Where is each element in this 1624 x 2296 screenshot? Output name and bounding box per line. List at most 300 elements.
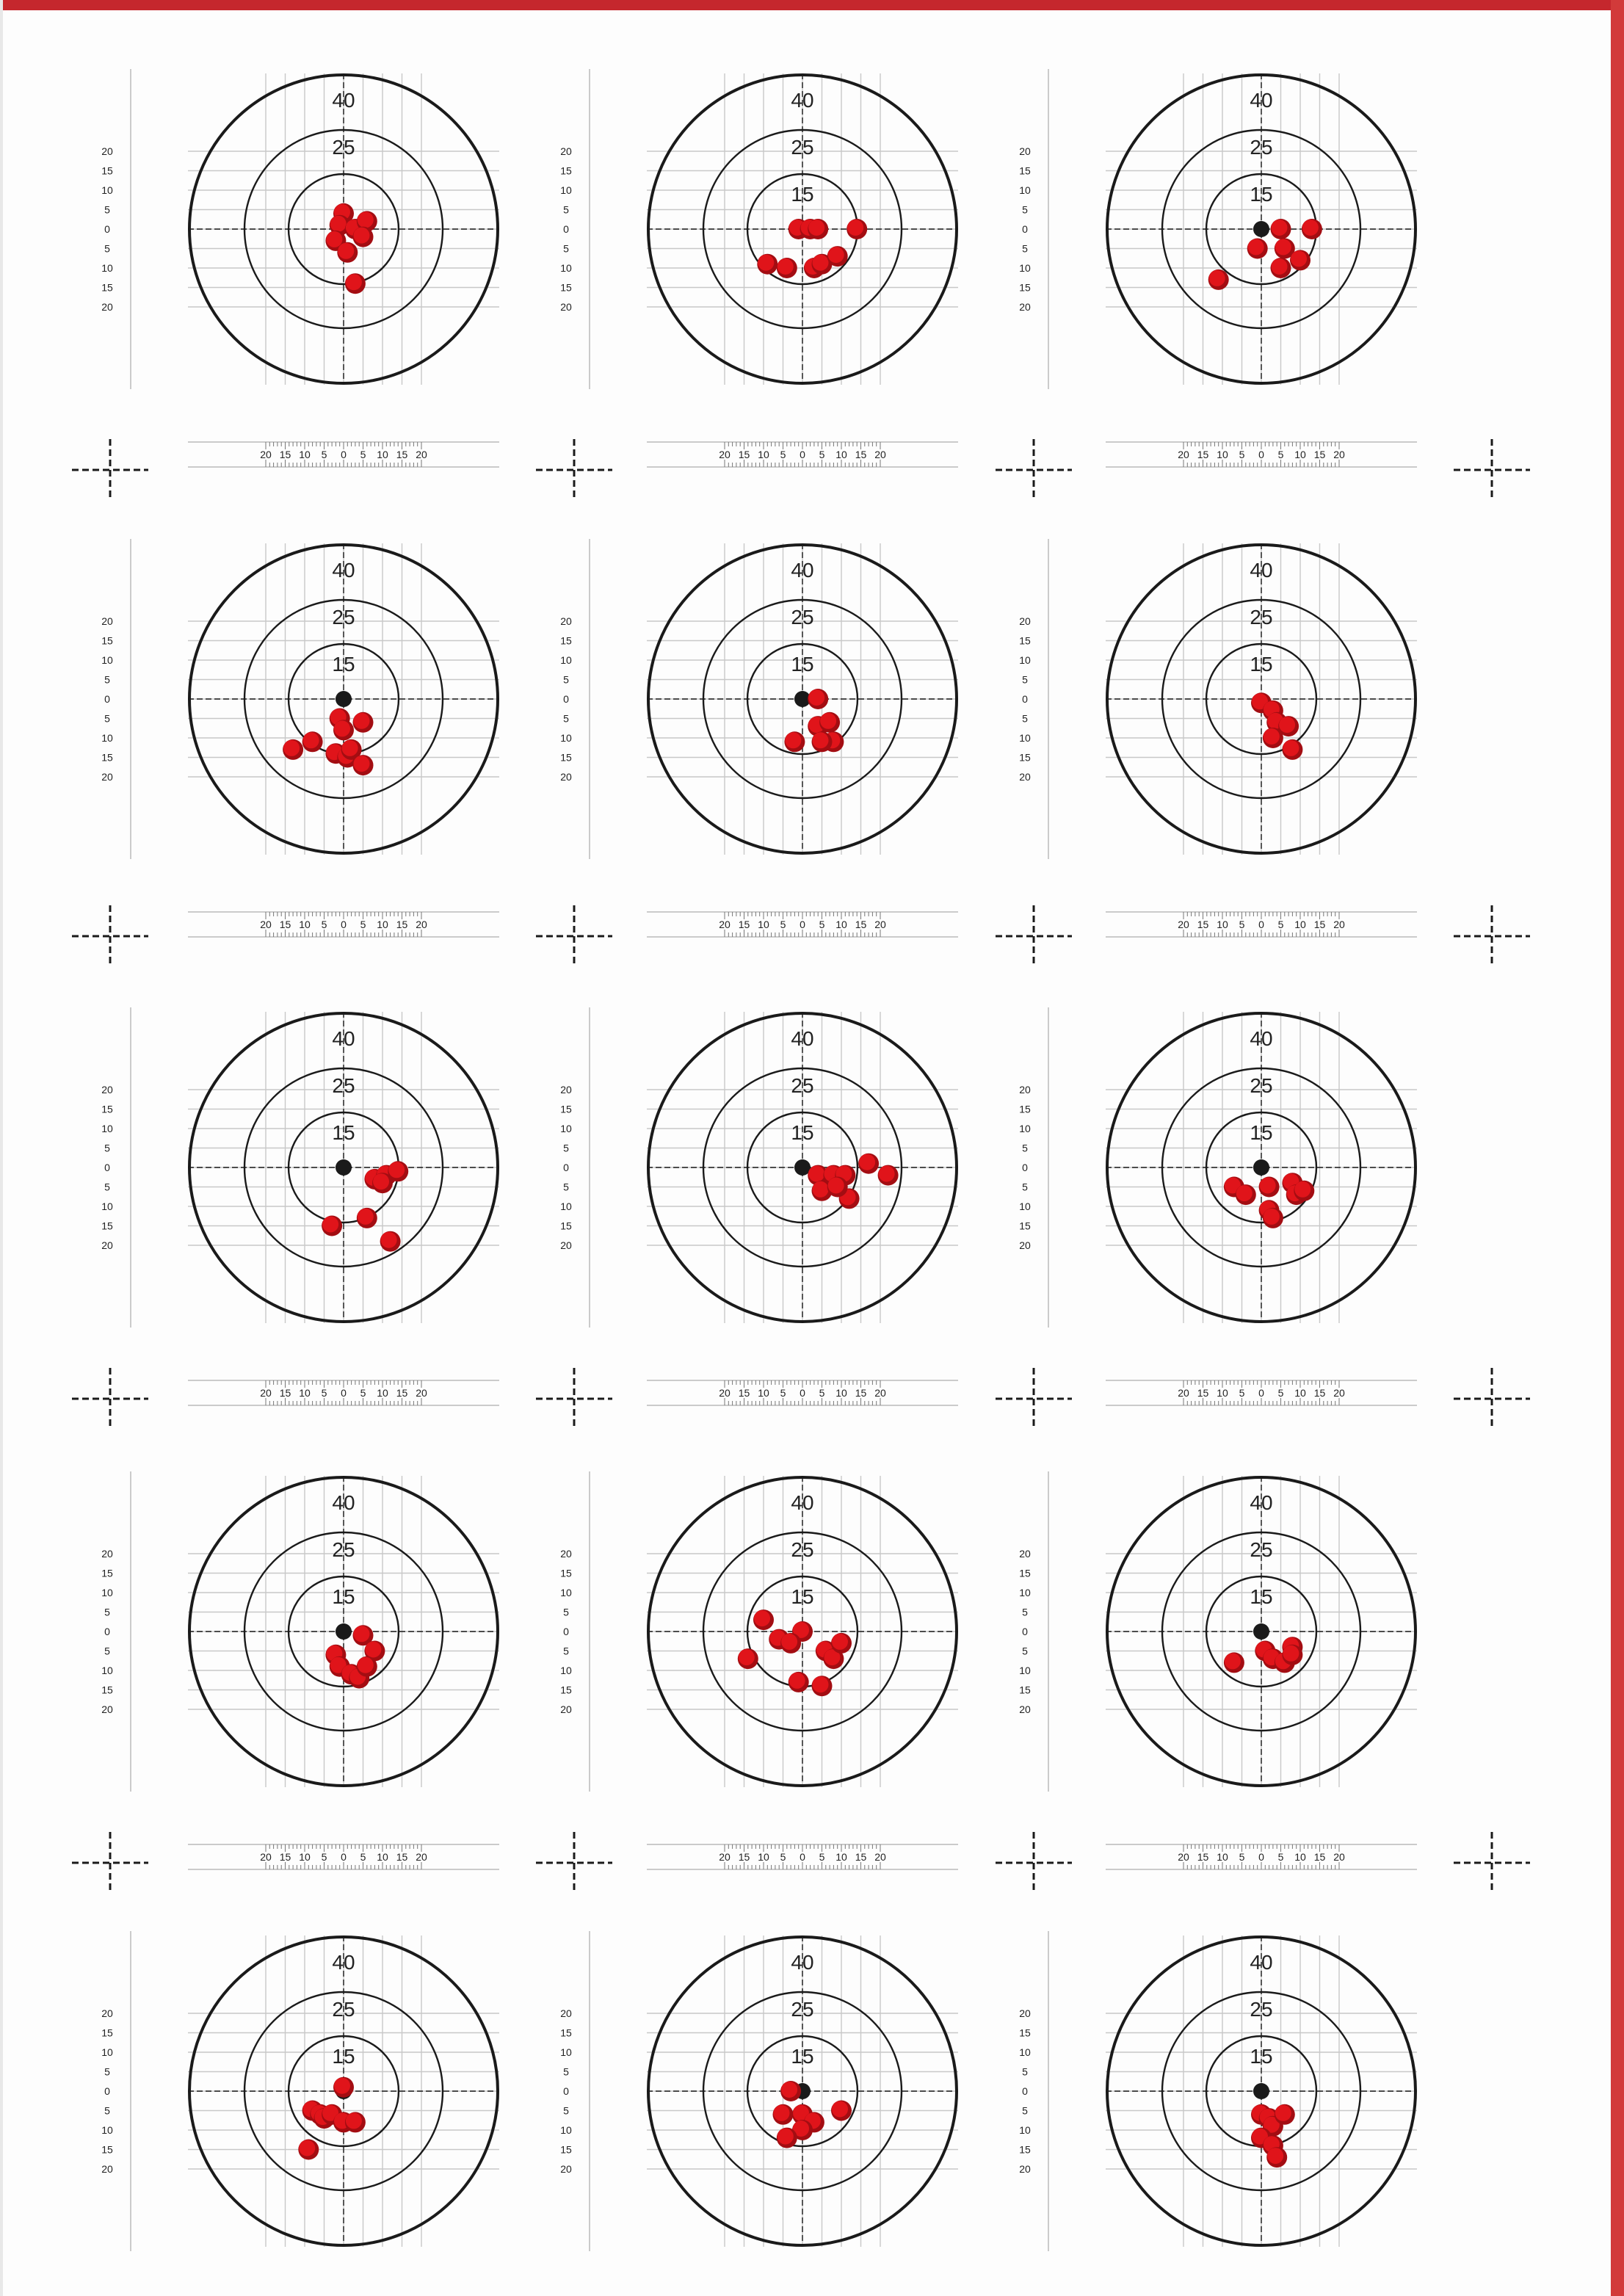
bullseye-dot: [336, 1159, 352, 1176]
bullet-hole-fill: [354, 228, 370, 244]
scale-tick-label: 20: [719, 1387, 731, 1399]
scale-tick-label: 5: [360, 1851, 366, 1863]
target-panel: [560, 1931, 958, 2296]
scale-tick-label: 10: [560, 1587, 572, 1598]
scale-tick-label: 15: [1019, 2143, 1031, 2156]
shot-holes: [808, 1154, 898, 1209]
horizontal-scale: [647, 1380, 958, 1405]
bullseye-dot: [1253, 2083, 1269, 2099]
scale-tick-label: 10: [560, 262, 572, 274]
scale-tick-label: 15: [1197, 1387, 1209, 1399]
bullet-hole-fill: [758, 255, 774, 271]
scale-tick-label: 10: [560, 732, 572, 744]
scale-tick-label: 10: [1217, 919, 1228, 930]
scale-tick-label: 10: [101, 2046, 113, 2058]
bullet-hole-fill: [388, 1162, 405, 1178]
vertical-scale: [560, 69, 590, 389]
scale-tick-label: 5: [1239, 449, 1245, 460]
scale-tick-label: 5: [1022, 2065, 1028, 2078]
scale-tick-label: 20: [101, 301, 113, 313]
bullet-hole-fill: [346, 2112, 362, 2129]
scale-tick-label: 15: [560, 1103, 572, 1115]
bullet-hole-fill: [774, 2105, 790, 2121]
scale-tick-label: 10: [835, 449, 847, 460]
scale-tick-label: 15: [101, 2027, 113, 2039]
bullet-hole-fill: [338, 243, 354, 259]
scale-tick-label: 20: [560, 771, 572, 783]
scale-tick-label: 0: [341, 1387, 347, 1399]
scale-tick-label: 5: [1022, 1645, 1028, 1657]
target-panel: [1019, 1471, 1417, 1869]
scale-tick-label: 20: [260, 449, 272, 460]
scale-tick-label: 15: [560, 751, 572, 764]
bullet-hole-fill: [1272, 258, 1288, 275]
ring-label: 40: [1250, 1491, 1273, 1514]
shot-holes: [1224, 1637, 1303, 1673]
scale-tick-label: 15: [1019, 1684, 1031, 1696]
bullseye-dot: [336, 1623, 352, 1640]
scale-tick-label: 15: [1313, 449, 1326, 460]
bullet-hole-fill: [1291, 250, 1307, 267]
scale-tick-label: 20: [260, 1387, 272, 1399]
scale-tick-label: 5: [1239, 1851, 1245, 1863]
ring-label: 40: [332, 1951, 355, 1974]
registration-mark: [996, 1832, 1072, 1894]
scale-tick-label: 0: [563, 1162, 569, 1173]
ring-label: 15: [1250, 1585, 1273, 1608]
scale-tick-label: 0: [1022, 1626, 1028, 1637]
ring-label: 15: [332, 653, 355, 676]
scale-tick-label: 10: [299, 1851, 311, 1863]
scale-tick-label: 5: [104, 1645, 110, 1657]
scale-tick-label: 5: [321, 449, 327, 460]
scale-tick-label: 5: [1277, 919, 1284, 930]
registration-mark: [536, 905, 612, 967]
scale-tick-label: 15: [738, 1851, 750, 1863]
ring-label: 40: [791, 1491, 814, 1514]
scale-tick-label: 0: [104, 1626, 110, 1637]
ring-label: 15: [332, 1585, 355, 1608]
target-panel: [1019, 1007, 1417, 1405]
scale-tick-label: 0: [104, 223, 110, 235]
scale-tick-label: 5: [104, 712, 110, 725]
bullet-hole-fill: [781, 2082, 797, 2098]
scale-tick-label: 10: [758, 449, 769, 460]
scale-tick-label: 5: [1239, 919, 1245, 930]
bullet-hole-fill: [1302, 220, 1319, 236]
scale-tick-label: 10: [1294, 449, 1306, 460]
scale-tick-label: 0: [341, 1851, 347, 1863]
scale-tick-label: 20: [1333, 1851, 1345, 1863]
scale-tick-label: 20: [416, 1387, 427, 1399]
scale-tick-label: 5: [1022, 242, 1028, 255]
scale-tick-label: 5: [563, 1606, 569, 1618]
bullet-hole-fill: [781, 1634, 797, 1650]
bullet-hole-fill: [739, 1649, 755, 1665]
scale-tick-label: 10: [101, 2124, 113, 2136]
bullet-hole-fill: [354, 756, 370, 772]
scale-tick-label: 0: [563, 1626, 569, 1637]
scale-tick-label: 5: [1277, 1851, 1284, 1863]
shot-holes: [1251, 692, 1302, 760]
scale-tick-label: 5: [1022, 1606, 1028, 1618]
bullseye-dot: [1253, 1159, 1269, 1176]
scale-tick-label: 5: [104, 1181, 110, 1193]
bullet-hole-fill: [820, 713, 836, 729]
scale-tick-label: 15: [1313, 919, 1326, 930]
scale-tick-label: 20: [1178, 919, 1189, 930]
scale-tick-label: 5: [104, 1142, 110, 1154]
ring-label: 25: [332, 1998, 355, 2021]
scale-tick-label: 0: [563, 223, 569, 235]
bullet-hole-fill: [1236, 1185, 1253, 1201]
bullet-hole-fill: [373, 1173, 389, 1189]
scale-tick-label: 5: [563, 203, 569, 216]
scale-tick-label: 10: [835, 1851, 847, 1863]
vertical-scale: [101, 539, 131, 859]
scale-tick-label: 5: [563, 1645, 569, 1657]
bullet-hole-fill: [322, 1217, 338, 1233]
shot-holes: [298, 2077, 366, 2160]
scale-tick-label: 10: [560, 2124, 572, 2136]
scale-tick-label: 20: [1019, 1548, 1031, 1560]
ring-label: 25: [332, 606, 355, 629]
scale-tick-label: 10: [560, 1200, 572, 1212]
registration-mark: [1454, 439, 1530, 501]
bullet-hole-fill: [381, 1232, 397, 1248]
horizontal-scale: [1106, 912, 1417, 937]
scale-tick-label: 20: [560, 2163, 572, 2175]
scale-tick-label: 20: [101, 1239, 113, 1251]
bullet-hole-fill: [346, 274, 362, 290]
scale-tick-label: 10: [1217, 449, 1228, 460]
scale-tick-label: 20: [101, 615, 113, 627]
ring-label: 40: [1250, 89, 1273, 112]
scale-tick-label: 10: [560, 1123, 572, 1134]
scale-tick-label: 20: [1178, 1851, 1189, 1863]
vertical-scale: [1019, 539, 1048, 859]
registration-mark: [72, 905, 148, 967]
bullet-hole-fill: [334, 2078, 350, 2094]
scale-tick-label: 20: [1178, 1387, 1189, 1399]
bullet-hole-fill: [789, 1673, 805, 1689]
scale-tick-label: 15: [738, 449, 750, 460]
scale-tick-label: 20: [101, 2163, 113, 2175]
scale-tick-label: 5: [563, 1181, 569, 1193]
bullet-hole-fill: [334, 720, 350, 736]
bullet-hole-fill: [813, 1181, 829, 1198]
scale-tick-label: 20: [719, 449, 731, 460]
scale-tick-label: 5: [563, 2104, 569, 2117]
ring-label: 40: [791, 559, 814, 582]
ring-label: 25: [332, 136, 355, 159]
bullet-hole-fill: [326, 231, 342, 247]
scale-tick-label: 5: [780, 1387, 786, 1399]
scale-tick-label: 10: [101, 1587, 113, 1598]
scale-tick-label: 10: [101, 1123, 113, 1134]
shot-holes: [738, 1609, 852, 1696]
bullseye-dot: [336, 691, 352, 707]
scale-tick-label: 0: [800, 449, 805, 460]
scale-tick-label: 20: [101, 771, 113, 783]
scale-tick-label: 20: [101, 145, 113, 157]
bullet-hole-fill: [832, 2101, 848, 2118]
ring-label: 15: [791, 653, 814, 676]
target-panel: [101, 1471, 499, 1869]
scale-tick-label: 5: [563, 1142, 569, 1154]
scale-tick-label: 20: [560, 615, 572, 627]
scale-tick-label: 20: [560, 145, 572, 157]
scale-tick-label: 5: [104, 673, 110, 686]
scale-tick-label: 10: [1019, 1123, 1031, 1134]
scale-tick-label: 10: [1019, 1587, 1031, 1598]
scale-tick-label: 15: [101, 1103, 113, 1115]
scale-tick-label: 10: [377, 1851, 388, 1863]
scale-tick-label: 5: [563, 673, 569, 686]
horizontal-scale: [188, 1380, 499, 1405]
bullet-hole-fill: [1279, 717, 1295, 733]
shot-holes: [784, 689, 844, 752]
target-panel: [1019, 539, 1417, 937]
scale-tick-label: 10: [1294, 919, 1306, 930]
ring-label: 40: [791, 1951, 814, 1974]
scale-tick-label: 20: [719, 919, 731, 930]
bullet-hole-fill: [859, 1154, 875, 1170]
scale-tick-label: 20: [101, 1084, 113, 1096]
scale-tick-label: 10: [1019, 1200, 1031, 1212]
scale-tick-label: 15: [101, 751, 113, 764]
scale-tick-label: 0: [104, 693, 110, 705]
bullet-hole-fill: [1260, 1178, 1276, 1194]
ring-label: 40: [791, 89, 814, 112]
ring-label: 25: [332, 1074, 355, 1097]
scale-tick-label: 10: [1294, 1387, 1306, 1399]
bullet-hole-fill: [1275, 2105, 1291, 2121]
ring-label: 15: [791, 183, 814, 206]
bullet-hole-fill: [808, 689, 824, 706]
scale-tick-label: 15: [560, 164, 572, 177]
scale-tick-label: 20: [260, 919, 272, 930]
bullet-hole-fill: [847, 220, 863, 236]
shot-holes: [1251, 2104, 1295, 2168]
bullet-hole-fill: [879, 1166, 895, 1182]
scale-tick-label: 20: [260, 1851, 272, 1863]
scale-tick-label: 0: [1022, 1162, 1028, 1173]
scale-tick-label: 20: [1019, 145, 1031, 157]
scale-tick-label: 20: [1019, 1703, 1031, 1715]
scale-tick-label: 0: [800, 1851, 805, 1863]
vertical-scale: [1019, 1471, 1048, 1792]
scale-tick-label: 20: [560, 2007, 572, 2019]
bullseye-dot: [1253, 221, 1269, 237]
scale-tick-label: 20: [560, 1703, 572, 1715]
scale-tick-label: 0: [104, 2085, 110, 2097]
scale-tick-label: 10: [1019, 732, 1031, 744]
scale-tick-label: 5: [104, 2104, 110, 2117]
scale-tick-label: 0: [341, 919, 347, 930]
scale-tick-label: 0: [1258, 1851, 1264, 1863]
scale-tick-label: 5: [104, 242, 110, 255]
scale-tick-label: 20: [1178, 449, 1189, 460]
bullet-hole-fill: [358, 1209, 374, 1225]
bullet-hole-fill: [828, 1178, 844, 1194]
scale-tick-label: 10: [299, 449, 311, 460]
ring-label: 15: [332, 2045, 355, 2068]
scale-tick-label: 10: [758, 919, 769, 930]
shot-holes: [1224, 1173, 1314, 1228]
vertical-scale: [1019, 1931, 1048, 2251]
scale-tick-label: 20: [719, 1851, 731, 1863]
scale-tick-label: 15: [396, 1851, 408, 1863]
scale-tick-label: 10: [1019, 1665, 1031, 1676]
shot-holes: [325, 1625, 385, 1688]
scale-tick-label: 15: [738, 919, 750, 930]
scale-tick-label: 5: [360, 1387, 366, 1399]
scale-tick-label: 20: [874, 449, 886, 460]
scale-tick-label: 15: [101, 1684, 113, 1696]
bullet-hole-fill: [808, 1166, 824, 1182]
scale-tick-label: 5: [104, 203, 110, 216]
scale-tick-label: 15: [1019, 751, 1031, 764]
target-panel: [101, 69, 499, 467]
bullet-hole-fill: [1225, 1653, 1241, 1669]
ring-label: 40: [1250, 1951, 1273, 1974]
horizontal-scale: [1106, 1844, 1417, 1869]
horizontal-scale: [188, 442, 499, 467]
scale-tick-label: 0: [1022, 693, 1028, 705]
scale-tick-label: 0: [563, 2085, 569, 2097]
scale-tick-label: 15: [396, 449, 408, 460]
scale-tick-label: 0: [1258, 1387, 1264, 1399]
bullet-hole-fill: [1267, 2148, 1283, 2164]
registration-mark: [1454, 1832, 1530, 1894]
scale-tick-label: 15: [396, 1387, 408, 1399]
bullet-hole-fill: [303, 732, 319, 748]
target-panel: [101, 1007, 499, 1405]
scale-tick-label: 5: [780, 1851, 786, 1863]
scale-tick-label: 5: [563, 242, 569, 255]
target-panel: [560, 1007, 958, 1405]
target-panel: [560, 1471, 958, 1869]
scale-tick-label: 20: [1019, 301, 1031, 313]
scale-tick-label: 15: [1019, 1567, 1031, 1579]
vertical-scale: [560, 539, 590, 859]
ring-label: 15: [791, 1121, 814, 1144]
scale-tick-label: 20: [416, 449, 427, 460]
scale-tick-label: 15: [101, 164, 113, 177]
scale-tick-label: 0: [563, 693, 569, 705]
scale-tick-label: 0: [1258, 919, 1264, 930]
vertical-scale: [560, 1007, 590, 1328]
ring-label: 25: [1250, 1538, 1273, 1561]
scale-tick-label: 20: [101, 1703, 113, 1715]
vertical-scale: [101, 1471, 131, 1792]
scale-tick-label: 10: [101, 732, 113, 744]
bullet-hole-fill: [813, 255, 829, 271]
scale-tick-label: 20: [101, 2007, 113, 2019]
bullet-hole-fill: [813, 1676, 829, 1692]
scale-tick-label: 5: [819, 1387, 825, 1399]
scale-tick-label: 0: [341, 449, 347, 460]
scale-tick-label: 10: [101, 184, 113, 196]
scale-tick-label: 5: [1022, 673, 1028, 686]
bullet-hole-fill: [1209, 270, 1225, 286]
scale-tick-label: 20: [874, 919, 886, 930]
scale-tick-label: 15: [855, 919, 867, 930]
target-panel: [560, 69, 958, 467]
scale-tick-label: 15: [1019, 1220, 1031, 1232]
registration-mark: [1454, 905, 1530, 967]
scale-tick-label: 10: [101, 1665, 113, 1676]
bullet-hole-fill: [1283, 1645, 1299, 1662]
horizontal-scale: [188, 1844, 499, 1869]
bullet-hole-fill: [358, 1657, 374, 1673]
scale-tick-label: 20: [560, 1548, 572, 1560]
registration-mark: [1454, 1368, 1530, 1430]
vertical-scale: [560, 1471, 590, 1792]
horizontal-scale: [647, 442, 958, 467]
scale-tick-label: 20: [1019, 2007, 1031, 2019]
scale-tick-label: 5: [1277, 1387, 1284, 1399]
scale-tick-label: 15: [1019, 1103, 1031, 1115]
scale-tick-label: 20: [1019, 615, 1031, 627]
scale-tick-label: 15: [101, 281, 113, 294]
horizontal-scale: [647, 912, 958, 937]
scale-tick-label: 15: [1019, 2027, 1031, 2039]
scale-tick-label: 5: [104, 2065, 110, 2078]
registration-mark: [996, 905, 1072, 967]
scale-tick-label: 15: [1313, 1387, 1326, 1399]
scale-tick-label: 20: [101, 1548, 113, 1560]
ring-label: 40: [1250, 559, 1273, 582]
scale-tick-label: 10: [835, 919, 847, 930]
ring-label: 25: [1250, 136, 1273, 159]
bullet-hole-fill: [283, 740, 300, 756]
scale-tick-label: 10: [560, 2046, 572, 2058]
vertical-scale: [1019, 1007, 1048, 1328]
ring-label: 15: [791, 1585, 814, 1608]
scale-tick-label: 10: [1217, 1387, 1228, 1399]
scale-tick-label: 20: [1019, 771, 1031, 783]
scale-tick-label: 10: [560, 184, 572, 196]
scale-tick-label: 10: [101, 654, 113, 666]
bullet-hole-fill: [342, 740, 358, 756]
scale-tick-label: 15: [1197, 919, 1209, 930]
registration-mark: [72, 1832, 148, 1894]
scale-tick-label: 10: [758, 1851, 769, 1863]
ring-label: 25: [1250, 1998, 1273, 2021]
target-panel: [560, 539, 958, 937]
registration-mark: [996, 1368, 1072, 1430]
scale-tick-label: 15: [560, 1220, 572, 1232]
vertical-scale: [101, 69, 131, 389]
scale-tick-label: 5: [563, 2065, 569, 2078]
bullet-hole-fill: [299, 2140, 315, 2156]
horizontal-scale: [1106, 442, 1417, 467]
scale-tick-label: 15: [560, 281, 572, 294]
ring-label: 15: [332, 1121, 355, 1144]
target-panel: [101, 539, 499, 937]
scale-tick-label: 5: [819, 919, 825, 930]
registration-mark: [72, 439, 148, 501]
scale-tick-label: 15: [1197, 449, 1209, 460]
registration-mark: [536, 1832, 612, 1894]
scale-tick-label: 15: [279, 449, 291, 460]
bullet-hole-fill: [1283, 740, 1299, 756]
vertical-scale: [1019, 69, 1048, 389]
scale-tick-label: 5: [360, 449, 366, 460]
scale-tick-label: 0: [104, 1162, 110, 1173]
